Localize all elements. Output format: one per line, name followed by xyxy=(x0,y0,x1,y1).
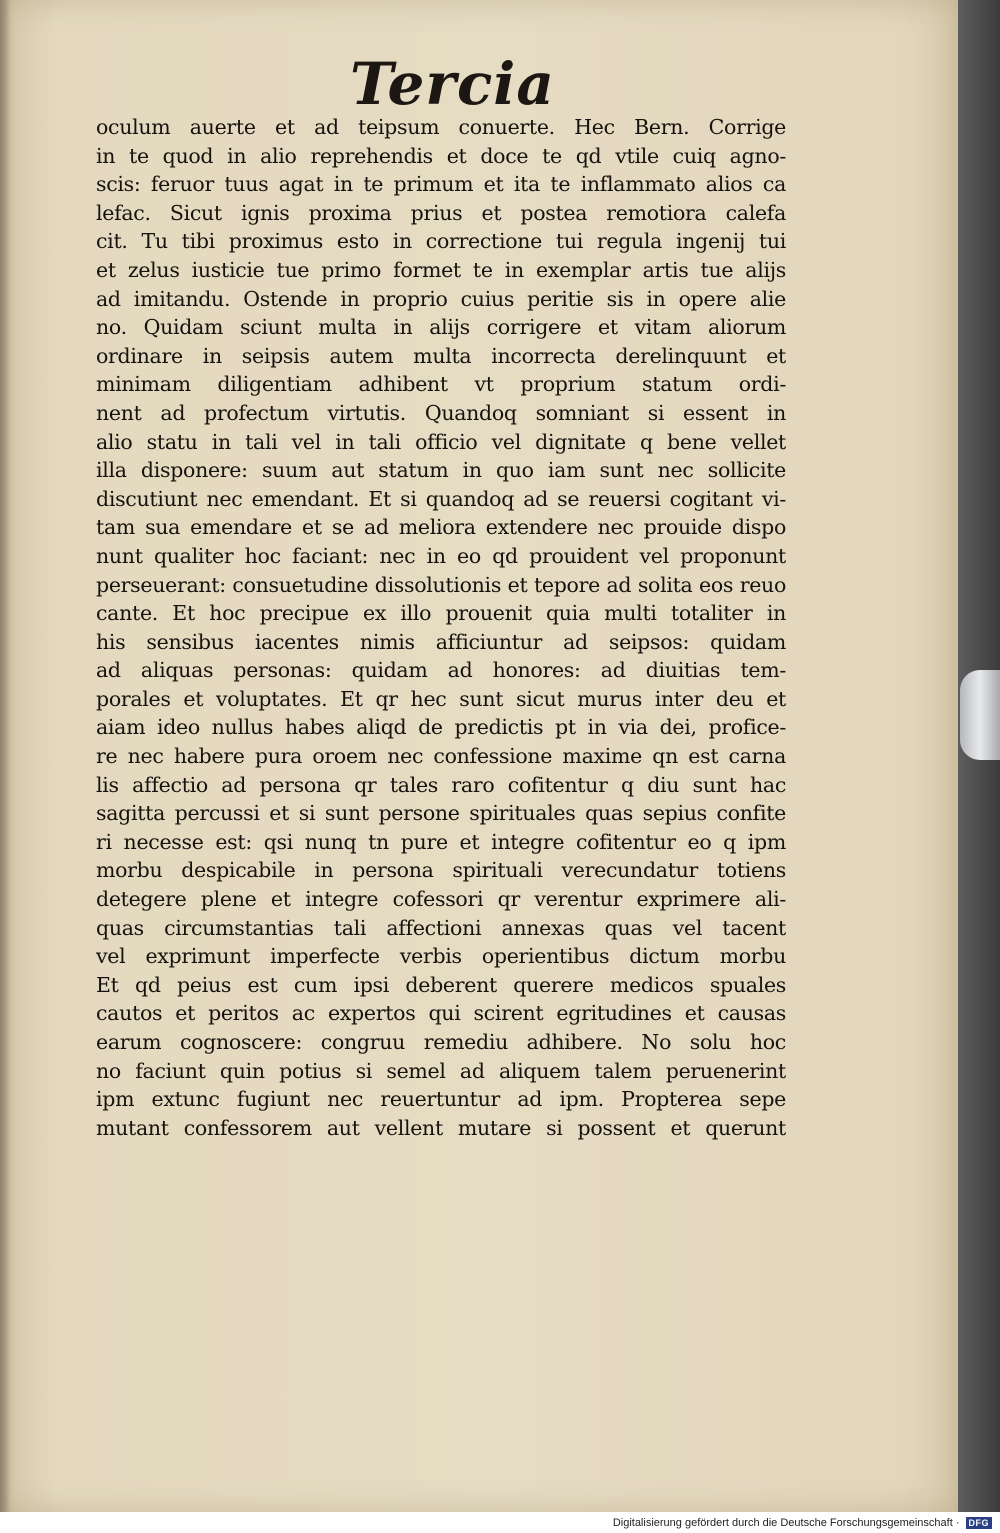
text-line: lefac. Sicut ignis proxima prius et postea remotiora calefa xyxy=(96,200,786,225)
text-line: re nec habere pura oroem nec confessione maxime qn est carna xyxy=(96,744,786,769)
footer-credit: Digitalisierung gefördert durch die Deutsche Forschungsgemeinschaft · xyxy=(612,1516,960,1529)
body-text xyxy=(96,113,786,1142)
text-line: porales et voluptates. Et qr hec sunt sicut murus inter deu et xyxy=(96,686,786,711)
text-line: detegere plene et integre cofessori qr verentur exprimere ali‑ xyxy=(96,887,786,912)
text-line: alio statu in tali vel in tali officio vel dignitate q bene vellet xyxy=(96,429,786,454)
text-line: sagitta percussi et si sunt persone spirituales quas sepius confite xyxy=(96,801,786,826)
text-line: oculum auerte et ad teipsum conuerte. Hec Bern. Corrige xyxy=(96,115,786,139)
dfg-logo-icon: DFG xyxy=(966,1517,993,1529)
text-line: ad aliquas personas: quidam ad honores: ad diuitias tem‑ xyxy=(96,658,786,683)
text-line: no. Quidam sciunt multa in alijs corrigere et vitam aliorum xyxy=(96,315,786,340)
text-line: scis: feruor tuus agat in te primum et ita te inflammato alios ca xyxy=(96,172,786,197)
text-line: aiam ideo nullus habes aliqd de predictis pt in via dei, profice‑ xyxy=(96,715,786,740)
text-line: no faciunt quin potius si semel ad aliquem talem peruenerint xyxy=(96,1058,786,1083)
text-line: mutant confessorem aut vellent mutare si possent et querunt xyxy=(96,1115,786,1140)
page-clip xyxy=(960,670,1000,760)
text-line: illa disponere: suum aut statum in quo iam sunt nec sollicite xyxy=(96,458,786,483)
text-line: in te quod in alio reprehendis et doce te qd vtile cuiq agno‑ xyxy=(96,143,786,168)
text-line: tam sua emendare et se ad meliora extendere nec prouide dispo xyxy=(96,515,786,540)
text-line: ri necesse est: qsi nunq tn pure et integre cofitentur eo q ipm xyxy=(96,829,786,854)
text-line: nent ad profectum virtutis. Quandoq somniant si essent in xyxy=(96,400,786,425)
text-line: et zelus iusticie tue primo formet te in exemplar artis tue alijs xyxy=(96,257,786,282)
text-line: discutiunt nec emendant. Et si quandoq ad se reuersi cogitant vi‑ xyxy=(96,486,786,511)
text-line: ipm extunc fugiunt nec reuertuntur ad ipm. Propterea sepe xyxy=(96,1087,786,1112)
text-line: cante. Et hoc precipue ex illo prouenit quia multi totaliter in xyxy=(96,601,786,626)
text-line: cit. Tu tibi proximus esto in correctione tui regula ingenij tui xyxy=(96,229,786,254)
text-line: ad imitandu. Ostende in proprio cuius peritie sis in opere alie xyxy=(96,286,786,311)
text-line: cautos et peritos ac expertos qui scirent egritudines et causas xyxy=(96,1001,786,1026)
text-line: quas circumstantias tali affectioni annexas quas vel tacent xyxy=(96,915,786,940)
text-line: lis affectio ad persona qr tales raro cofitentur q diu sunt hac xyxy=(96,772,786,797)
text-line: morbu despicabile in persona spirituali verecundatur totiens xyxy=(96,858,786,883)
digitization-footer xyxy=(0,1512,1000,1533)
text-line: earum cognoscere: congruu remediu adhibere. No solu hoc xyxy=(96,1030,786,1054)
text-line: Et qd peius est cum ipsi deberent querere medicos spuales xyxy=(96,972,786,997)
text-line: ordinare in seipsis autem multa incorrecta derelinquunt et xyxy=(96,343,786,368)
text-line: nunt qualiter hoc faciant: nec in eo qd prouident vel proponunt xyxy=(96,543,786,568)
text-line: vel exprimunt imperfecte verbis operientibus dictum morbu xyxy=(96,944,786,969)
text-line: perseuerant: consuetudine dissolutionis et tepore ad solita eos reuo xyxy=(96,572,786,597)
page-heading: Tercia xyxy=(350,50,555,118)
text-line: his sensibus iacentes nimis afficiuntur ad seipsos: quidam xyxy=(96,629,786,654)
text-line: minimam diligentiam adhibent vt proprium statum ordi‑ xyxy=(96,372,786,397)
